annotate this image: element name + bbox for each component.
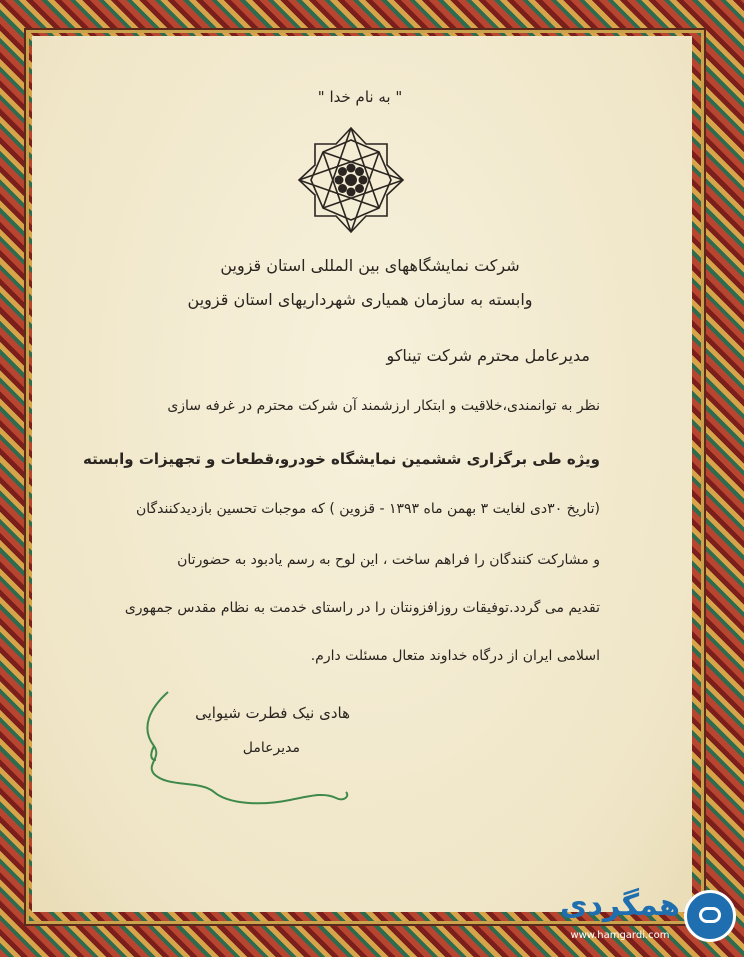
org-logo-icon <box>296 122 406 238</box>
watermark-brand: همگردی <box>560 888 680 923</box>
body-line-2: ویژه طی برگزاری ششمین نمایشگاه خودرو،قطعات و تجهیزات وابسته <box>83 450 600 468</box>
body-line-3: (تاریخ ۳۰دی لغایت ۳ بهمن ماه ۱۳۹۳ - قزوین ) که موجبات تحسین بازدیدکنندگان <box>135 501 600 517</box>
body-line-5: تقدیم می گردد.توفیقات روزافزونتان را در راستای خدمت به نظام مقدس جمهوری <box>124 600 600 616</box>
watermark-logo-icon <box>684 890 736 942</box>
body-line-4: و مشارکت کنندگان را فراهم ساخت ، این لوح به رسم یادبود به حضورتان <box>177 552 600 568</box>
signer-name: هادی نیک فطرت شیوایی <box>195 704 350 722</box>
body-line-1: نظر به توانمندی،خلاقیت و ابتکار ارزشمند آن شرکت محترم در غرفه سازی <box>167 398 600 414</box>
org-name: شرکت نمایشگاههای بین المللی استان قزوین <box>220 256 520 275</box>
invocation-text: " به نام خدا " <box>317 88 403 106</box>
org-affiliation: وابسته به سازمان همیاری شهرداریهای استان قزوین <box>187 290 533 309</box>
signer-title: مدیرعامل <box>242 740 300 756</box>
recipient-line: مدیرعامل محترم شرکت تیناکو <box>386 346 590 365</box>
body-line-6: اسلامی ایران از درگاه خداوند متعال مسئلت دارم. <box>310 648 600 664</box>
handwritten-signature <box>110 688 370 818</box>
watermark-url: www.hamgardi.com <box>570 930 670 941</box>
